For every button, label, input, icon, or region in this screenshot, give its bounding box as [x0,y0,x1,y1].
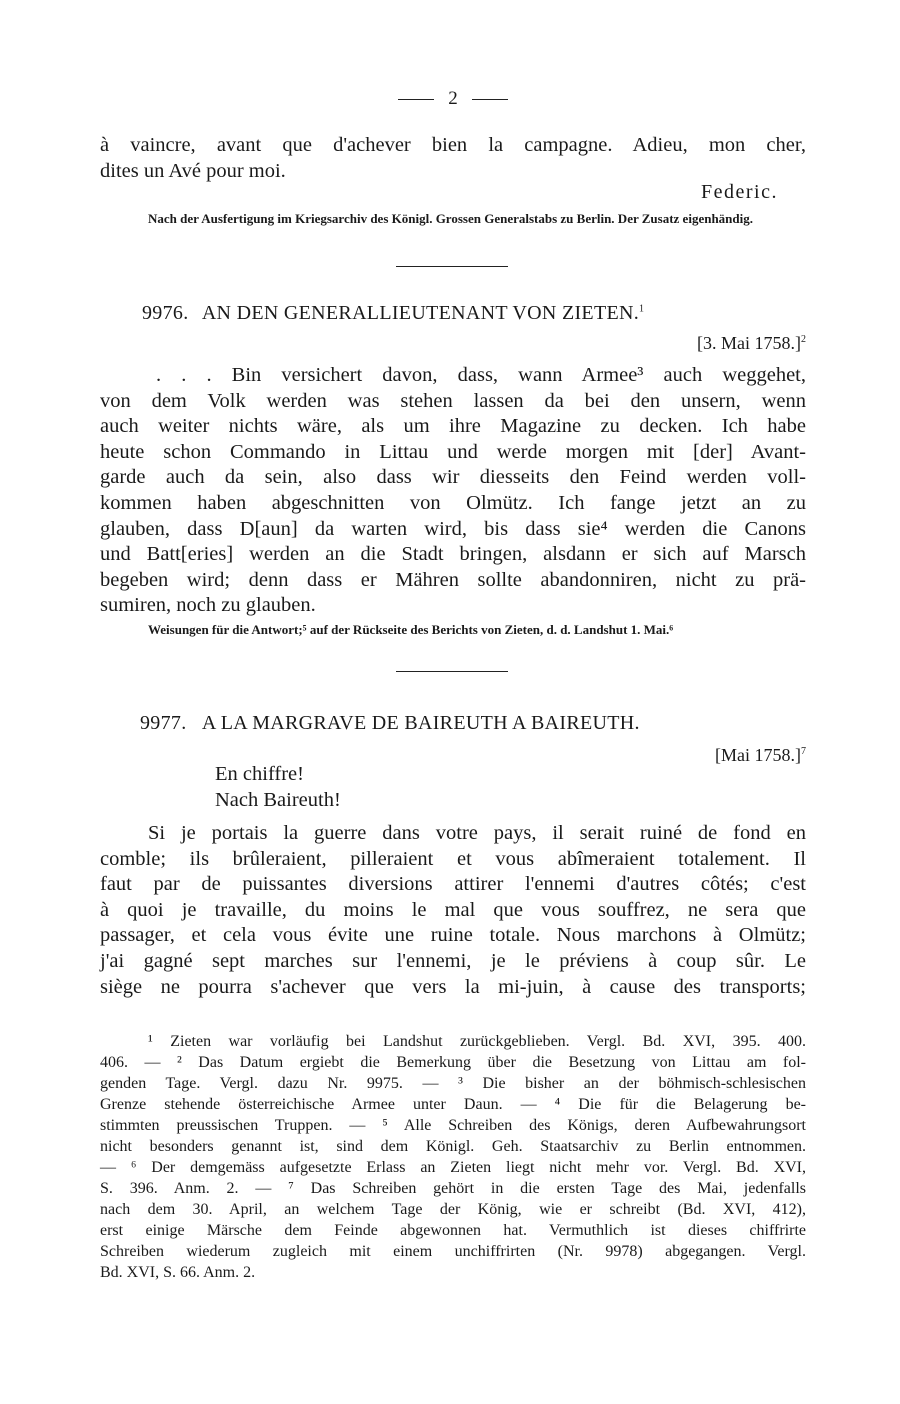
header-rule-right [472,99,508,100]
footnote-line: S. 396. Anm. 2. — ⁷ Das Schreiben gehört in die ersten Tage des Mai, jedenfalls [100,1180,806,1197]
body-line: und Batt[eries] werden an die Stadt bringen, alsdann er sich auf Marsch [100,543,806,566]
footnote-line: Schreiben wiederum zugleich mit einem unchiffrirten (Nr. 9978) abgegangen. Vergl. [100,1243,806,1260]
footnote-line: Grenze stehende österreichische Armee unter Daun. — ⁴ Die für die Belagerung be- [100,1096,806,1113]
footnote-line: nicht besonders genannt ist, sind dem Königl. Geh. Staatsarchiv zu Berlin entnommen. [100,1138,806,1155]
letter-end-line: à vaincre, avant que d'achever bien la campagne. Adieu, mon cher, [100,134,806,156]
body-line: glauben, dass D[aun] da warten wird, bis dass sie⁴ werden die Canons [100,517,806,540]
body-line: sumiren, noch zu glauben. [100,594,316,617]
letter-number: 9976. [142,302,189,324]
body-line: Si je portais la guerre dans votre pays, il serait ruiné de fond en [148,822,806,844]
header-rule-left [398,99,434,100]
footnotes [100,1031,806,1283]
footnote-mark: 1 [639,303,645,315]
footnote-line: — ⁶ Der demgemäss aufgesetzte Erlass an Zieten liegt nicht mehr vor. Vergl. Bd. XVI, [100,1159,806,1176]
subhead-cipher: En chiffre! [215,763,304,785]
letter-title: AN DEN GENERALLIEUTENANT VON ZIETEN. [201,302,640,324]
body-line: garde auch da sein, also dass wir diesseits den Feind werden voll- [100,466,806,489]
source-note: Weisungen für die Antwort;⁵ auf der Rückseite des Berichts von Zieten, d. d. Landshut 1. Mai.⁶ [148,622,674,637]
letter-title: A LA MARGRAVE DE BAIREUTH A BAIREUTH. [201,712,640,734]
body-line: auch weiter nichts wäre, als um ihre Magazine zu decken. Ich habe [100,415,806,438]
body-line: von dem Volk werden was stehen lassen da bei den unsern, wenn [100,389,806,412]
page-number: 2 [448,88,458,109]
body-line: passager, et cela vous évite une ruine totale. Nous marchons à Olmütz; [100,924,806,947]
footnote-line: 406. — ² Das Datum ergiebt die Bemerkung über die Besetzung von Littau am fol- [100,1054,806,1071]
footnote-line: stimmten preussischen Truppen. — ⁵ Alle Schreiben des Königs, deren Aufbewahrungsort [100,1117,806,1134]
letter-end [100,133,806,184]
date-text: [Mai 1758.] [715,745,801,765]
body-line: kommen haben abgeschnitten von Olmütz. Ich fange jetzt an zu [100,491,806,514]
signature: Federic. [701,181,778,203]
letter-end-line: dites un Avé pour moi. [100,159,286,182]
source-note: Nach der Ausfertigung im Kriegsarchiv des Königl. Grossen Generalstabs zu Berlin. Der Zusatz eigenhändig. [148,211,753,226]
body-line: j'ai gagné sept marches sur l'ennemi, je le préviens à coup sûr. Le [100,949,806,972]
body-line: begeben wird; denn dass er Mähren sollte abandonniren, nicht zu prä- [100,568,806,591]
body-line: comble; ils brûleraient, pilleraient et vous abîmeraient totalement. Il [100,847,806,870]
body-line: faut par de puissantes diversions attirer l'ennemi d'autres côtés; c'est [100,873,806,896]
subhead-destination: Nach Baireuth! [215,789,341,811]
footnote-line: Bd. XVI, S. 66. Anm. 2. [100,1264,256,1281]
footnote-line: erst einige Märsche dem Feinde abgewonnen hat. Vermuthlich ist dieses chiffrirte [100,1222,806,1239]
body-line: heute schon Commando in Littau und werde morgen mit [der] Avant- [100,440,806,463]
body-line: à quoi je travaille, du moins le mal que vous souffrez, ne sera que [100,898,806,921]
letter-number: 9977. [140,712,187,734]
letter-heading-9977 [140,712,800,735]
body-line: . . . Bin versichert davon, dass, wann Armee³ auch weggehet, [156,364,806,386]
body-line: siège ne pourra s'achever que vers la mi-juin, à cause des transports; [100,975,806,998]
section-separator [396,671,508,672]
page-header [100,88,806,110]
letter-heading-9976 [142,302,802,325]
letter-date [100,333,806,354]
footnote-line: genden Tage. Vergl. dazu Nr. 9975. — ³ Die bisher an der böhmisch-schlesischen [100,1075,806,1092]
footnote-line: ¹ Zieten war vorläufig bei Landshut zurückgeblieben. Vergl. Bd. XVI, 395. 400. [148,1033,806,1050]
section-separator [396,266,508,267]
letter-body-9976 [100,363,806,619]
letter-body-9977 [100,821,806,1000]
footnote-mark: 7 [801,746,806,757]
date-text: [3. Mai 1758.] [697,333,801,353]
footnote-mark: 2 [801,334,806,345]
footnote-line: nach dem 30. April, an welchem Tage der König, wie er schreibt (Bd. XVI, 412), [100,1201,806,1218]
